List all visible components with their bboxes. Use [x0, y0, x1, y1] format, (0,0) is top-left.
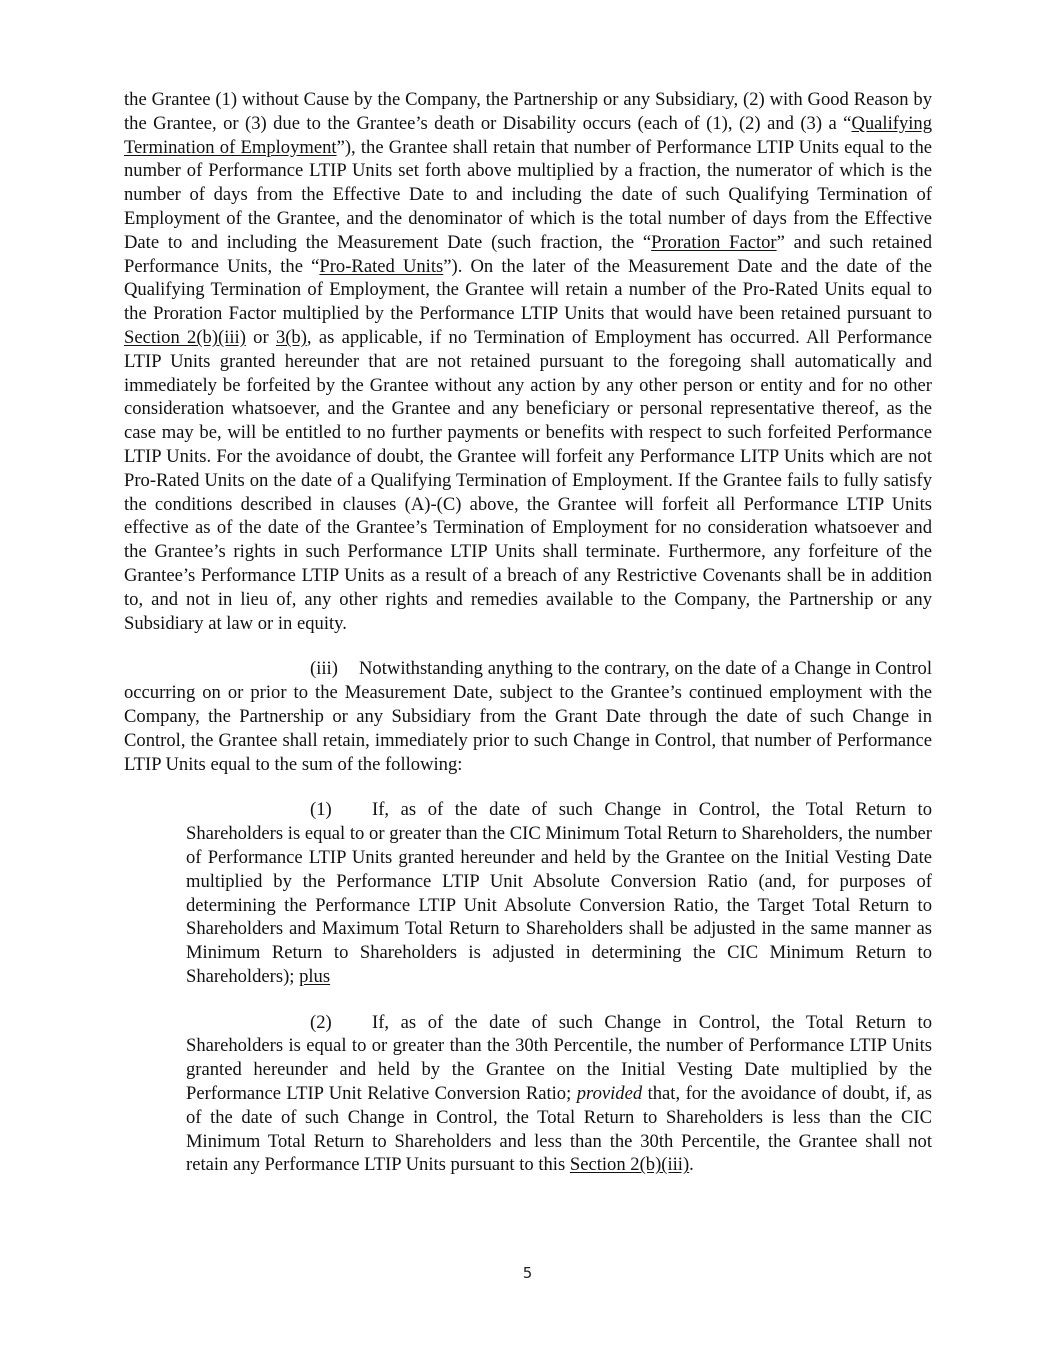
defined-term-proration-factor: Proration Factor — [651, 231, 777, 253]
clause-2-block — [186, 1011, 932, 1178]
text-segment: If, as of the date of such Change in Control, the Total Return to Shareholders is equal to or greater than the CIC Minimum Total Return to Shareholders, the number of Performance LTIP Units granted hereunder and held by the Grantee on the Initial Vesting Date multiplied by the Performance LTIP Unit Absolute Conversion Ratio (and, for purposes of determining the Performance LTIP Unit Absolute Conversion Ratio, the Target Total Return to Shareholders and Maximum Total Return to Shareholders shall be adjusted in the same manner as Minimum Return to Shareholders is adjusted in determining the CIC Minimum Return to Shareholders); — [186, 799, 932, 987]
section-reference-3b: 3(b) — [275, 326, 307, 348]
text-segment: that, for the avoidance of doubt, if, as of the date of such Change in Control, the Total Return to Shareholders is less than the CIC Minimum Total Return to Shareholders and less than the 30th Percentile, the Grantee shall not retain any Performance LTIP Units pursuant to this — [186, 1083, 933, 1176]
text-segment: ”), the Grantee shall retain that number of Performance LTIP Units equal to the number of Performance LTIP Units set forth above multiplied by a fraction, the numerator of which is the number of days from the Effective Date to and including the date of such Qualifying Termination of Employment of the Grantee, and the denominator of which is the total number of days from the Effective Date to and including the Measurement Date (such fraction, the “ — [124, 136, 933, 253]
document-page — [124, 88, 932, 1177]
section-reference-2biii: Section 2(b)(iii) — [124, 326, 246, 348]
text-segment: If, as of the date of such Change in Control, the Total Return to Shareholders is equal to or greater than the 30th Percentile, the number of Performance LTIP Units granted hereunder and held by the Grantee on the Initial Vesting Date multiplied by the Performance LTIP Unit Relative Conversion Ratio; — [186, 1011, 932, 1105]
text-segment: , as applicable, if no Termination of Employment has occurred. All Performance LTIP Units granted hereunder that are not retained pursuant to the foregoing shall automatically and immediately be forfeited by the Grantee without any action by any other person or entity and for no other consideration whatsoever, and the Grantee and any beneficiary or personal representative thereof, as the case may be, will be entitled to no further payments or benefits with respect to such forfeited Performance LTIP Units. For the avoidance of doubt, the Grantee will forfeit any Performance LITP Units which are not Pro-Rated Units on the date of a Qualifying Termination of Employment. If the Grantee fails to fully satisfy the conditions described in clauses (A)-(C) above, the Grantee will forfeit all Performance LTIP Units effective as of the date of the Grantee’s Termination of Employment for no consideration whatsoever and the Grantee’s rights in such Performance LTIP Units shall terminate. Furthermore, any forfeiture of the Grantee’s Performance LTIP Units as a result of a breach of any Restrictive Covenants shall be in addition to, and not in lieu of, any other rights and remedies available to the Company, the Partnership or any Subsidiary at law or in equity. — [124, 326, 932, 634]
clause-marker-1: (1) — [310, 799, 332, 821]
paragraph-change-in-control — [124, 657, 932, 776]
text-segment: Notwithstanding anything to the contrary, on the date of a Change in Control occurring on or prior to the Measurement Date, subject to the Grantee’s continued employment with the Company, the Partnership or any Subsidiary from the Grant Date through the date of such Change in Control, the Grantee shall retain, immediately prior to such Change in Control, that number of Performance LTIP Units equal to the sum of the following: — [124, 658, 932, 775]
text-segment: . — [689, 1154, 694, 1176]
clause-marker-iii: (iii) — [310, 658, 338, 680]
text-segment: ”). On the later of the Measurement Date and the date of the Qualifying Termination of Employment, the Grantee will retain a number of the Pro-Rated Units equal to the Proration Factor multiplied by the Performance LTIP Units that would have been retained pursuant to — [124, 255, 933, 325]
text-segment: or — [245, 326, 276, 348]
defined-term-qualifying-termination: Qualifying Termination of Employment — [124, 112, 932, 158]
page-number: 5 — [522, 1264, 533, 1282]
clause-1-block — [186, 798, 932, 988]
clause-marker-2: (2) — [310, 1011, 332, 1033]
section-reference-2biii: Section 2(b)(iii) — [569, 1154, 690, 1176]
clause-1 — [186, 798, 932, 988]
defined-term-pro-rated-units: Pro-Rated Units — [319, 255, 444, 277]
plus-term: plus — [299, 965, 331, 987]
clause-2 — [186, 1011, 932, 1178]
text-segment: the Grantee (1) without Cause by the Company, the Partnership or any Subsidiary, (2) with Good Reason by the Grantee, or (3) due to the Grantee’s death or Disability occurs (each of (1), (2) and (3) a “ — [124, 89, 932, 134]
text-segment: ” and such retained Performance Units, the “ — [124, 231, 932, 277]
provided-term: provided — [576, 1083, 643, 1105]
paragraph-termination-proration — [124, 88, 932, 635]
